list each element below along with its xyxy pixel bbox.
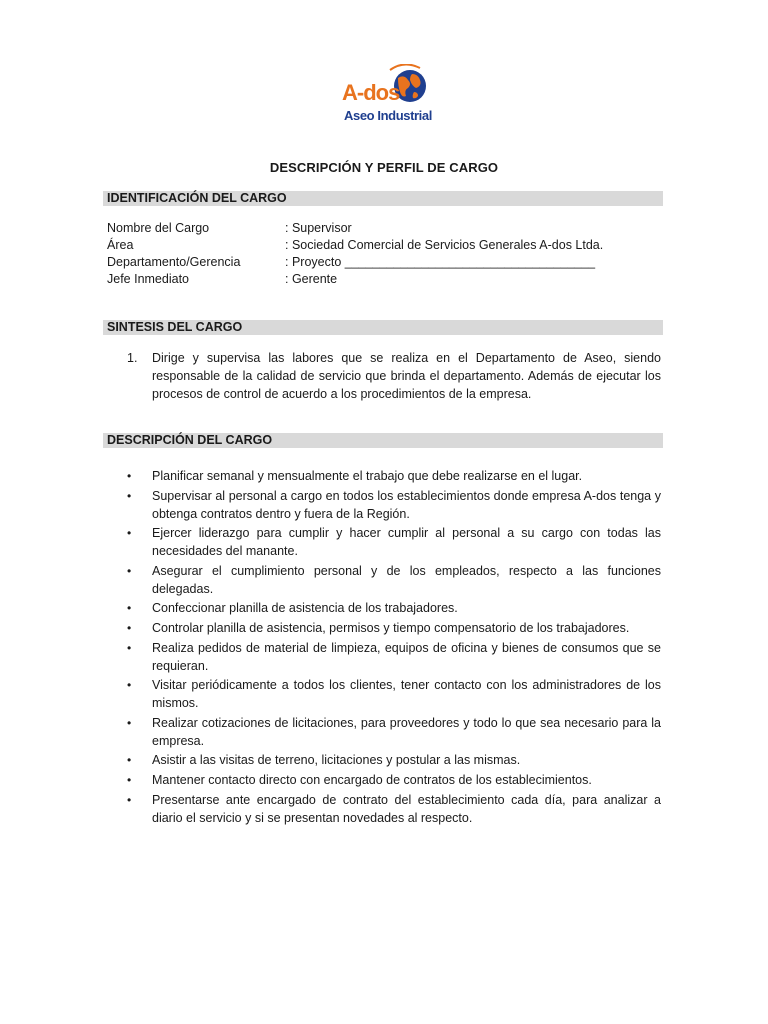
bullet-icon: • <box>127 469 132 483</box>
globe-logo-icon <box>340 64 432 126</box>
list-item <box>127 714 661 750</box>
bullet-icon: • <box>127 488 132 503</box>
list-item <box>127 524 661 560</box>
list-item-text: Controlar planilla de asistencia, permisos y tiempo compensatorio de los trabajadores. <box>152 620 630 635</box>
list-item <box>127 487 661 523</box>
company-logo <box>340 64 432 126</box>
bullet-icon: • <box>127 601 132 616</box>
bullet-icon: • <box>127 772 132 787</box>
identification-row <box>107 254 603 271</box>
list-item-text: Mantener contacto directo con encargado de contratos de los establecimientos. <box>152 772 592 787</box>
bullet-icon: • <box>127 526 132 541</box>
list-item <box>127 599 661 617</box>
field-value: : Proyecto ____________________________________ <box>285 255 596 269</box>
field-value: : Sociedad Comercial de Servicios Generales A-dos Ltda. <box>285 238 604 252</box>
bullet-icon: • <box>127 620 132 635</box>
field-label: Nombre del Cargo <box>107 221 210 235</box>
list-item-text: Asegurar el cumplimiento personal y de los empleados, respecto a las funciones delegadas. <box>152 563 661 596</box>
list-item-text: Supervisar al personal a cargo en todos los establecimientos donde empresa A-dos tenga y obtenga contratos dentro y fuera de la Región. <box>152 488 661 521</box>
list-item-text: Planificar semanal y mensualmente el trabajo que debe realizarse en el lugar. <box>152 469 583 483</box>
list-item-text: Ejercer liderazgo para cumplir y hacer cumplir al personal a su cargo con todas las necesidades del manante. <box>152 526 661 559</box>
list-item-text: Visitar periódicamente a todos los clientes, tener contacto con los administradores de los mismos. <box>152 678 661 711</box>
list-item <box>127 467 661 485</box>
section-heading-identificacion: IDENTIFICACIÓN DEL CARGO <box>103 191 663 206</box>
identification-table <box>107 220 603 288</box>
section-heading-descripcion: DESCRIPCIÓN DEL CARGO <box>103 433 663 448</box>
list-item <box>127 562 661 598</box>
list-item-text: Realizar cotizaciones de licitaciones, para proveedores y todo lo que sea necesario para la empresa. <box>152 715 661 748</box>
bullet-icon: • <box>127 753 132 768</box>
identification-row <box>107 220 603 237</box>
identification-row <box>107 271 603 288</box>
logo-tagline: Aseo Industrial <box>344 108 432 123</box>
list-item <box>127 791 661 827</box>
item-text: Dirige y supervisa las labores que se realiza en el Departamento de Aseo, siendo responsable de la calidad de servicio que brinda el departamento. Además de ejecutar los procesos de control de acuerdo a los procedimientos de la empresa. <box>152 351 661 401</box>
bullet-icon: • <box>127 792 132 807</box>
document-title: DESCRIPCIÓN Y PERFIL DE CARGO <box>269 160 499 175</box>
list-item-text: Realiza pedidos de material de limpieza, equipos de oficina y bienes de consumos que se requieran. <box>152 640 661 673</box>
numbered-item <box>127 349 661 403</box>
list-item <box>127 771 661 789</box>
list-item <box>127 676 661 712</box>
bullet-icon: • <box>127 640 132 655</box>
logo-brand: A-dos <box>342 80 400 105</box>
list-item-text: Confeccionar planilla de asistencia de los trabajadores. <box>152 601 458 616</box>
section-heading-sintesis: SINTESIS DEL CARGO <box>103 320 663 335</box>
list-item-text: Presentarse ante encargado de contrato del establecimiento cada día, para analizar a diario el servicio y si se presentan novedades al respecto. <box>152 792 661 825</box>
field-value: : Supervisor <box>285 221 352 235</box>
field-label: Jefe Inmediato <box>107 272 189 286</box>
duties-list <box>127 467 661 828</box>
list-item <box>127 619 661 637</box>
list-item-text: Asistir a las visitas de terreno, licitaciones y postular a las mismas. <box>152 753 521 768</box>
item-number: 1. <box>127 351 138 365</box>
field-label: Departamento/Gerencia <box>107 255 241 269</box>
bullet-icon: • <box>127 678 132 693</box>
field-label: Área <box>107 238 134 252</box>
list-item <box>127 751 661 769</box>
field-value: : Gerente <box>285 272 338 286</box>
bullet-icon: • <box>127 715 132 730</box>
bullet-icon: • <box>127 563 132 578</box>
list-item <box>127 639 661 675</box>
identification-row <box>107 237 603 254</box>
